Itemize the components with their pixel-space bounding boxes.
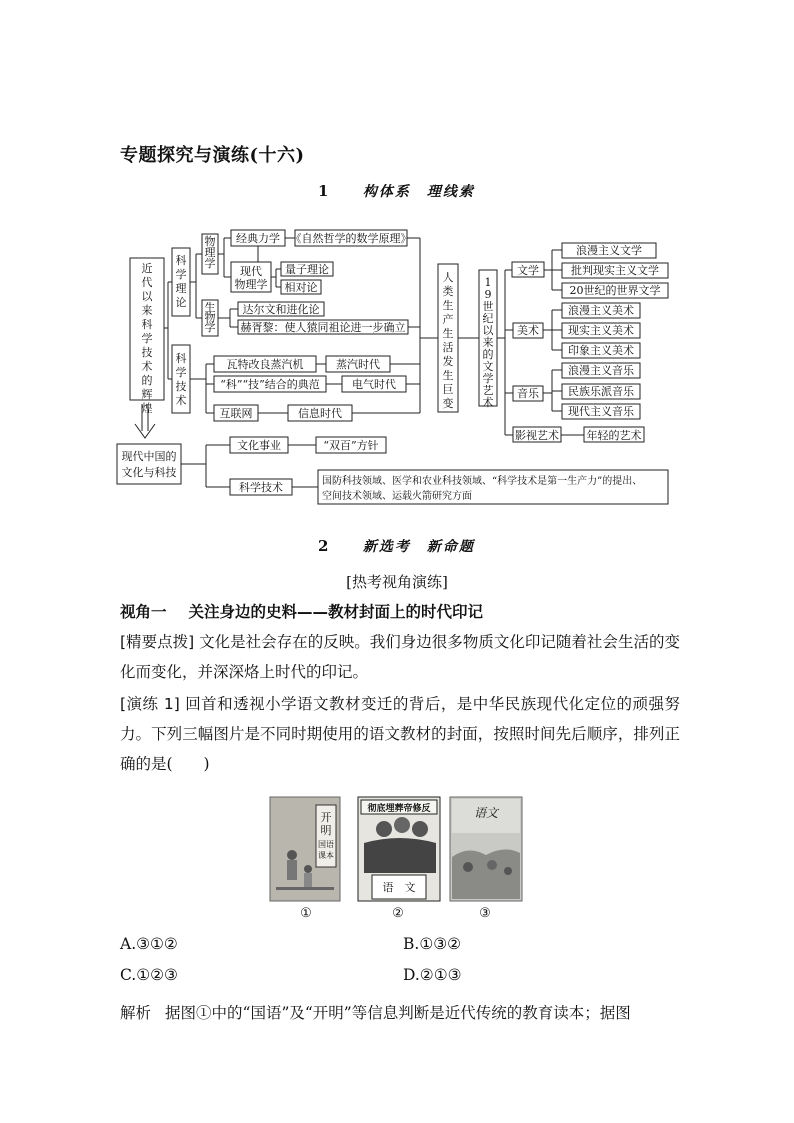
huxley-label: 赫胥黎：使人猿同祖论进一步确立 [240, 321, 406, 334]
classical-label: 经典力学 [236, 232, 280, 245]
option-c[interactable]: C.①②③ [120, 966, 178, 984]
biology-label: 生物学 [204, 301, 216, 334]
art-label: 美术 [517, 324, 539, 337]
sci-theory-label: 科学理论 [175, 254, 187, 309]
cover-1-title-4: 课本 [318, 851, 334, 860]
modern-physics-label-2: 物理学 [234, 278, 268, 291]
shuangbai-label: “双百”方针 [323, 439, 379, 452]
literature-label: 文学 [517, 264, 539, 277]
sci-tech-combo-label: “科”“技”结合的典范 [220, 378, 320, 391]
scitech-detail-1: 国防科技领域、医学和农业科技领域、“科学技术是第一生产力”的提出、 [322, 476, 643, 487]
electric-label: 电气时代 [352, 378, 396, 391]
music-label: 音乐 [517, 387, 539, 400]
steam-label: 蒸汽时代 [336, 358, 380, 371]
cover-1-title-1: 开 [320, 811, 332, 824]
info-age-label: 信息时代 [298, 407, 342, 420]
section-1-name: 构体系 理线索 [362, 184, 475, 200]
angle-line [120, 597, 680, 627]
tips-label: [精要点拨] [120, 633, 195, 651]
page-title: 专题探究与演练(十六) [120, 145, 305, 166]
sci-tech-label: 科学技术 [175, 352, 187, 407]
film-label: 影视艺术 [515, 429, 559, 442]
scitech-detail-2: 空间技术领域、运载火箭研究方面 [322, 491, 472, 502]
exercise-paragraph [120, 689, 680, 779]
cover-2-banner: 彻底埋葬帝修反 [367, 804, 431, 814]
national-music-label: 民族乐派音乐 [568, 385, 634, 398]
lit20-label: 20世纪的世界文学 [569, 284, 661, 297]
realism-art-label: 现实主义美术 [568, 324, 634, 337]
section-2-header [318, 536, 475, 556]
exercise-text: 回首和透视小学语文教材变迁的背后，是中华民族现代化定位的顽强努力。下列三幅图片是不同时期使用的语文教材的封面，按照时间先后顺序，排列正确的是( ) [120, 695, 680, 773]
watt-label: 瓦特改良蒸汽机 [226, 358, 304, 371]
section-2-name: 新选考 新命题 [362, 539, 475, 555]
root-label: 近代以来科学技术的辉煌 [141, 262, 153, 415]
analysis-label: 解析 [120, 1004, 152, 1022]
section-2-number: 2 [318, 537, 329, 555]
impression-label: 印象主义美术 [568, 344, 634, 357]
scitech2-label: 科学技术 [239, 481, 283, 494]
cover-1-label: ① [300, 906, 312, 921]
lit-art-label: 1 9 世纪以来的文学艺术 [482, 276, 494, 409]
darwin-label: 达尔文和进化论 [242, 303, 320, 316]
cover-1-image [270, 797, 340, 901]
concept-map [0, 0, 794, 520]
cover-1-title-2: 明 [320, 824, 332, 837]
relativity-label: 相对论 [284, 281, 318, 294]
angle-label: 视角一 [120, 603, 167, 621]
young-art-label: 年轻的艺术 [586, 429, 642, 442]
cover-3-image [450, 797, 522, 901]
tips-text: 文化是社会存在的反映。我们身边很多物质文化印记随着社会生活的变化而变化，并深深烙上时代的印记。 [120, 633, 680, 681]
culture-label: 文化事业 [237, 439, 281, 452]
angle-text: 关注身边的史料——教材封面上的时代印记 [188, 603, 484, 621]
cover-2-image [358, 797, 440, 901]
quantum-label: 量子理论 [285, 263, 329, 276]
romantic-music-label: 浪漫主义音乐 [568, 364, 634, 377]
internet-label: 互联网 [219, 407, 253, 420]
life-change-label: 人类生产生活发生巨变 [442, 271, 454, 410]
tips-paragraph [120, 627, 680, 687]
exercise-label: [演练 1] [120, 695, 180, 713]
subheading: [热考视角演练] [346, 573, 448, 591]
cover-3-label: ③ [479, 906, 491, 921]
cover-2-label: ② [392, 906, 404, 921]
china-label-2: 文化与科技 [121, 466, 177, 479]
modern-physics-label-1: 现代 [240, 265, 262, 278]
realism-lit-label: 批判现实主义文学 [571, 264, 659, 277]
cover-1-title-3: 国语 [318, 840, 334, 849]
option-d[interactable]: D.②①③ [403, 966, 462, 984]
modern-music-label: 现代主义音乐 [568, 405, 634, 418]
romantic-art-label: 浪漫主义美术 [568, 304, 634, 317]
option-a[interactable]: A.③①② [120, 935, 178, 953]
cover-2-title: 语 文 [382, 881, 416, 894]
cover-3-title: 语文 [473, 806, 499, 820]
analysis-paragraph [120, 998, 680, 1028]
china-label-1: 现代中国的 [121, 450, 177, 463]
analysis-text: 据图①中的“国语”及“开明”等信息判断是近代传统的教育读本；据图 [165, 1004, 631, 1022]
textbook-covers [268, 795, 526, 903]
section-1-number: 1 [318, 182, 329, 200]
romantic-lit-label: 浪漫主义文学 [576, 244, 642, 257]
principia-label: 《自然哲学的数学原理》 [290, 232, 412, 245]
option-b[interactable]: B.①③② [403, 935, 462, 953]
physics-label: 物理学 [204, 235, 216, 270]
